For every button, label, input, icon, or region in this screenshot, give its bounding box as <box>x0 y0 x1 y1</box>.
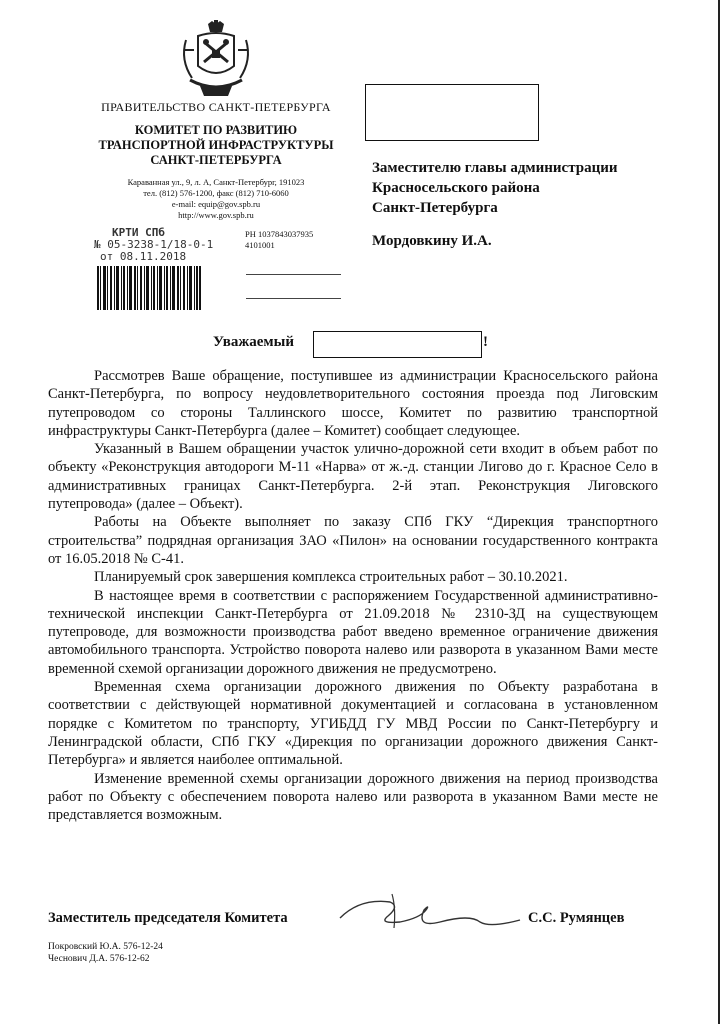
phone-line: тел. (812) 576-1200, факс (812) 710-6060 <box>143 188 289 198</box>
redacted-name-box <box>313 331 482 358</box>
letter-body <box>48 367 658 824</box>
body-paragraph: В настоящее время в соответствии с распоряжением Государственной административно-технической инспекции Санкт-Петербурга от 21.09.2018 № 2310-ЗД на существующем путепроводе, для возможности производства работ введено временное ограничение движения автомобильного транспорта. Устройство поворота налево или разворота в указанном Вами месте временной схемой организации дорожного движения не предусмотрено. <box>48 587 658 677</box>
committee-line: КОМИТЕТ ПО РАЗВИТИЮ <box>134 123 298 137</box>
addressee-line: Заместителю главы администрации <box>372 160 618 176</box>
signer-title: Заместитель председателя Комитета <box>48 910 288 926</box>
executor-line: Покровский Ю.А. 576-12-24 <box>48 942 163 952</box>
coat-of-arms-icon <box>178 20 254 100</box>
address-line: Караванная ул., 9, л. А, Санкт-Петербург, 191023 <box>127 177 305 187</box>
email-line: e-mail: equip@gov.spb.ru <box>171 199 261 209</box>
registration-stamp <box>94 227 213 263</box>
handwritten-signature <box>330 888 530 938</box>
stamp-org: КРТИ СПб <box>112 226 165 239</box>
reg-line: 4101001 <box>245 240 275 250</box>
salutation-end: ! <box>483 334 488 350</box>
committee-line: ТРАНСПОРТНОЙ ИНФРАСТРУКТУРЫ <box>98 138 334 152</box>
committee-name <box>60 123 372 168</box>
body-paragraph: Изменение временной схемы организации дорожного движения на период производства работ по Объекту с обеспечением поворота налево или разворота в указанном Вами месте не представляется возможным. <box>48 770 658 824</box>
reg-line: РН 1037843037935 <box>245 229 314 239</box>
addressee-block <box>372 158 618 218</box>
addressee-line: Санкт-Петербурга <box>372 200 498 216</box>
body-paragraph: Указанный в Вашем обращении участок улично-дорожной сети входит в объем работ по объекту «Реконструкция автодороги М-11 «Нарва» от ж.-д. станции Лигово до г. Красное Село в административных границах Санкт-Петербурга. 2-й этап. Реконструкция Лиговского путепровода» (далее – Объект). <box>48 441 658 513</box>
registration-codes <box>245 229 313 251</box>
addressee-line: Красносельского района <box>372 180 540 196</box>
website-line: http://www.gov.spb.ru <box>178 210 254 220</box>
committee-line: САНКТ-ПЕТЕРБУРГА <box>150 153 282 167</box>
barcode-icon <box>97 266 201 310</box>
body-paragraph: Работы на Объекте выполняет по заказу СПб ГКУ “Дирекция транспортного строительства” подрядная организация ЗАО «Пилон» на основании государственного контракта от 16.05.2018 № С-41. <box>48 514 658 567</box>
blank-line <box>246 298 341 299</box>
page-edge <box>718 0 720 1024</box>
addressee-name: Мордовкину И.А. <box>372 233 492 249</box>
blank-line <box>246 274 341 275</box>
stamp-number: № 05-3238-1/18-0-1 <box>94 238 214 251</box>
committee-address <box>60 177 372 221</box>
body-paragraph: Временная схема организации дорожного движения по Объекту разработана в соответствии с действующей нормативной документацией и согласована в установленном порядке с Комитетом по транспорту, УГИБДД ГУ МВД России по Санкт-Петербургу и Ленинградской области, СПб ГКУ «Дирекция по организации дорожного движения Санкт-Петербурга» и является наиболее оптимальной. <box>48 679 658 769</box>
executor-line: Чеснович Д.А. 576-12-62 <box>48 954 150 964</box>
body-paragraph: Рассмотрев Ваше обращение, поступившее из администрации Красносельского района Санкт-Петербурга, по вопросу неудовлетворительного состояния проезда под Лиговским путепроводом со стороны Таллинского шоссе, Комитет по развитию транспортной инфраструктуры Санкт-Петербурга (далее – Комитет) сообщает следующее. <box>48 368 658 439</box>
stamp-date: от 08.11.2018 <box>100 250 187 263</box>
signer-name: С.С. Румянцев <box>528 910 625 926</box>
redacted-box <box>365 84 539 141</box>
government-name: ПРАВИТЕЛЬСТВО САНКТ-ПЕТЕРБУРГА <box>101 100 331 114</box>
executors <box>48 941 163 965</box>
body-paragraph: Планируемый срок завершения комплекса строительных работ – 30.10.2021. <box>94 569 568 586</box>
salutation: Уважаемый <box>213 334 294 350</box>
